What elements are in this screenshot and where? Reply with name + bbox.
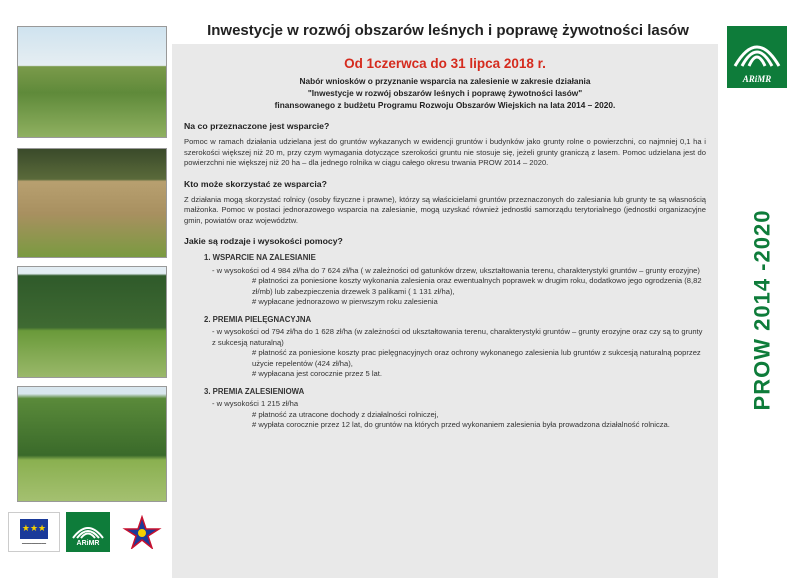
aid-line: - w wysokości 1 215 zł/ha	[212, 399, 299, 408]
aid-subline: # płatność za utracone dochody z działalności rolniczej,	[252, 409, 439, 419]
question-heading: Kto może skorzystać ze wsparcia?	[184, 178, 327, 189]
aid-subline: # wypłata corocznie przez 12 lat, do gruntów na których przed wykonaniem zalesienia była prowadzona działalność rolnicza.	[252, 420, 670, 429]
forest-photo-1	[17, 26, 167, 138]
question-heading: Na co przeznaczone jest wsparcie?	[184, 121, 330, 131]
aid-section-title: 1. WSPARCIE NA ZALESIANIE	[204, 253, 316, 262]
lead-line: Nabór wniosków o przyznanie wsparcia na zalesienie w zakresie działania	[299, 76, 591, 86]
forest-photo-4	[17, 386, 167, 502]
aid-line: - w wysokości od 4 984 zł/ha do 7 624 zł/ha ( w zależności od gatunków drzew, ukształtowania terenu, charakterystyki gruntów – grunty erozyjne)	[212, 265, 700, 275]
content-panel	[172, 44, 718, 578]
prow-star-icon	[122, 515, 162, 549]
aid-subline: # płatności za poniesione koszty wykonania zalesienia oraz ewentualnych poprawek w drugim roku, dodatkowo jego ogrodzenia (8,82 zł/mb) lub zabezpieczenia drzewek 3 palikami ( 1 131 zł/ha),	[252, 276, 702, 296]
prow-vertical-label: PROW 2014 -2020	[749, 209, 774, 411]
arimr-logo-small	[66, 512, 110, 552]
lead-text	[184, 75, 706, 111]
eu-flag-icon: ★★★	[20, 519, 48, 539]
arimr-arcs-icon	[71, 518, 105, 540]
aid-subline: # wypłacana jest corocznie przez 5 lat.	[252, 369, 383, 378]
aid-subline: # wypłacane jednorazowo w pierwszym roku zalesienia	[252, 297, 438, 306]
arimr-small-label: ARiMR	[76, 539, 100, 547]
question-heading: Jakie są rodzaje i wysokości pomocy?	[184, 236, 343, 246]
aid-section	[184, 253, 706, 308]
lead-line: finansowanego z budżetu Programu Rozwoju Obszarów Wiejskich na lata 2014 – 2020.	[274, 100, 616, 110]
arimr-logo	[727, 26, 787, 88]
forest-photo-2	[17, 148, 167, 258]
arimr-arcs-icon	[733, 32, 781, 68]
arimr-label: ARiMR	[742, 74, 772, 84]
aid-section-title: 3. PREMIA ZALESIENIOWA	[204, 386, 305, 396]
prow-vertical-label-box	[742, 90, 782, 530]
aid-section-title: 2. PREMIA PIELĘGNACYJNA	[204, 314, 312, 324]
aid-line: - w wysokości od 794 zł/ha do 1 628 zł/ha (w zależności od ukształtowania terenu, charakterystyki gruntów – grunty erozyjne oraz czy są to grunty z sukcesją naturalną)	[212, 327, 703, 347]
aid-subline: # płatność za poniesione koszty prac pielęgnacyjnych oraz ochrony wykonanego zalesienia lub gruntów z sukcesją naturalną poprzez użycie repelentów (424 zł/ha),	[252, 348, 701, 368]
aid-section	[184, 387, 706, 431]
eu-logo: ★★★ ━━━━━━━━━━	[8, 512, 60, 552]
footer-logos	[8, 510, 176, 554]
paragraph: Pomoc w ramach działania udzielana jest do gruntów wykazanych w ewidencji gruntów i budynków jako grunty rolne o powierzchni, co najmniej 0,1 ha i szerokości większej niż 20 m, przy czym wymagania dotyczące szerokości gruntu nie stosuje się, jeżeli grunty graniczą z lasem. Pomoc udzielana jest do powierzchni nie większej niż 20 ha – dla jednego rolnika w ciągu całego okresu trwania PROW 2014 – 2020.	[184, 137, 706, 167]
page-title: Inwestycje w rozwój obszarów leśnych i poprawę żywotności lasów	[207, 22, 689, 39]
prow-logo	[116, 512, 168, 552]
date-subtitle: Od 1czerwca do 31 lipca 2018 r.	[344, 56, 546, 71]
forest-photo-3	[17, 266, 167, 378]
aid-section	[184, 315, 706, 380]
paragraph: Z działania mogą skorzystać rolnicy (osoby fizyczne i prawne), którzy są właścicielami gruntów przeznaczonych do zalesiania lub grunty te są własnością małżonka. Pomoc w postaci jednorazowego wsparcia na zalesianie, mogą uzyskać również jednostki samorządu terytorialnego (jednostki organizacyjne gmin, powiatów oraz województw.	[184, 194, 706, 225]
lead-line: "Inwestycje w rozwój obszarów leśnych i poprawę żywotności lasów"	[307, 88, 583, 98]
